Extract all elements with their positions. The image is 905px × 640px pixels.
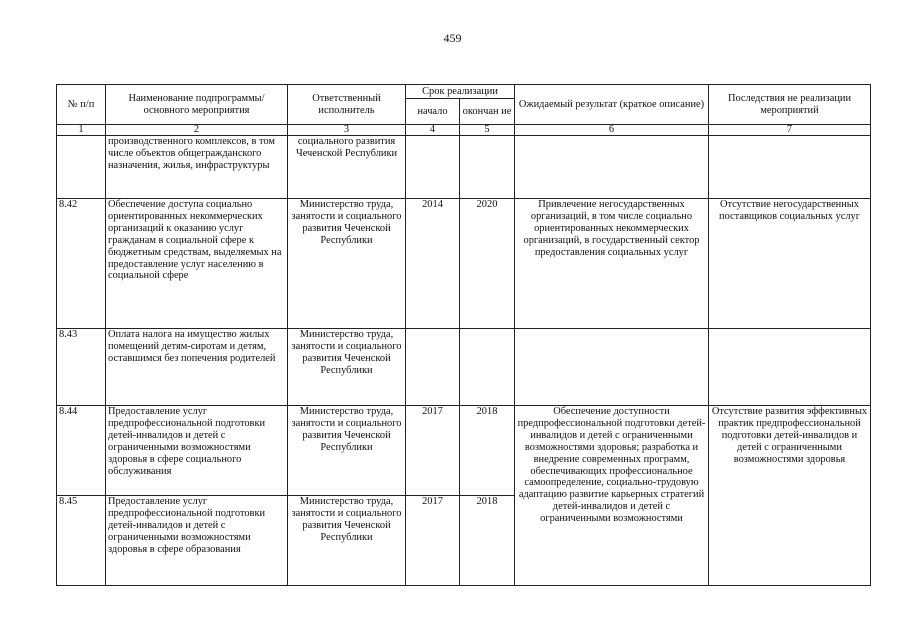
column-number: 4 [406,125,460,136]
column-number: 1 [57,125,106,136]
row-consequences: Отсутствие негосударственных поставщиков социальных услуг [709,199,871,329]
row-consequences [709,329,871,406]
row-name: Обеспечение доступа социально ориентированных некоммерческих организаций к оказанию услуг гражданам в социальной сфере к бюджетным средствам, выделяемых на предоставление услуг населению в социальной сфере [106,199,288,329]
table-row [57,136,871,199]
row-start: 2017 [406,406,460,496]
row-start: 2014 [406,199,460,329]
row-num: 8.42 [57,199,106,329]
row-num: 8.44 [57,406,106,496]
table-row [57,329,871,406]
row-result [515,136,709,199]
program-table [56,84,871,586]
row-start: 2017 [406,496,460,586]
row-executor: Министерство труда, занятости и социального развития Чеченской Республики [288,496,406,586]
column-number: 3 [288,125,406,136]
header-name: Наименование подпрограммы/ основного мероприятия [106,85,288,125]
row-num: 8.43 [57,329,106,406]
row-num [57,136,106,199]
row-name: Оплата налога на имущество жилых помещений детям-сиротам и детям, оставшимся без попечения родителей [106,329,288,406]
row-result: Привлечение негосударственных организаций, в том числе социально ориентированных некоммерческих организаций, в государственный сектор предоставления социальных услуг [515,199,709,329]
row-executor: Министерство труда, занятости и социального развития Чеченской Республики [288,199,406,329]
header-end: окончан ие [460,99,515,125]
page-number: 459 [443,31,462,45]
row-name: производственного комплексов, в том числе объектов общегражданского назначения, жилья, инфраструктуры [106,136,288,199]
row-end [460,136,515,199]
row-result [515,329,709,406]
column-number: 6 [515,125,709,136]
row-executor: социального развития Чеченской Республики [288,136,406,199]
column-number-row [57,125,871,136]
row-executor: Министерство труда, занятости и социального развития Чеченской Республики [288,406,406,496]
row-num: 8.45 [57,496,106,586]
row-name: Предоставление услуг предпрофессиональной подготовки детей-инвалидов и детей с ограниченными возможностями здоровья в сфере образования [106,496,288,586]
column-number: 5 [460,125,515,136]
row-end: 2018 [460,406,515,496]
row-start [406,329,460,406]
row-executor: Министерство труда, занятости и социального развития Чеченской Республики [288,329,406,406]
header-num: № п/п [57,85,106,125]
row-consequences [709,136,871,199]
row-end: 2018 [460,496,515,586]
row-start [406,136,460,199]
header-period: Срок реализации [406,85,515,99]
header-result: Ожидаемый результат (краткое описание) [515,85,709,125]
header-consequences: Последствия не реализации мероприятий [709,85,871,125]
table-row [57,199,871,329]
column-number: 7 [709,125,871,136]
header-executor: Ответственный исполнитель [288,85,406,125]
header-start: начало [406,99,460,125]
row-consequences: Отсутствие развития эффективных практик предпрофессиональной подготовки детей-инвалидов и детей с ограниченными возможностями здоровья [709,406,871,586]
row-name: Предоставление услуг предпрофессиональной подготовки детей-инвалидов и детей с ограниченными возможностями здоровья в сфере социального обслуживания [106,406,288,496]
row-end: 2020 [460,199,515,329]
table-row [57,406,871,496]
column-number: 2 [106,125,288,136]
row-result: Обеспечение доступности предпрофессиональной подготовки детей-инвалидов и детей с ограниченными возможностями здоровья; разработка и внедрение современных программ, обеспечивающих профессиональное самоопределение, социально-трудовую адаптацию развитие карьерных стратегий детей-инвалидов и детей с ограниченными возможностями [515,406,709,586]
row-end [460,329,515,406]
